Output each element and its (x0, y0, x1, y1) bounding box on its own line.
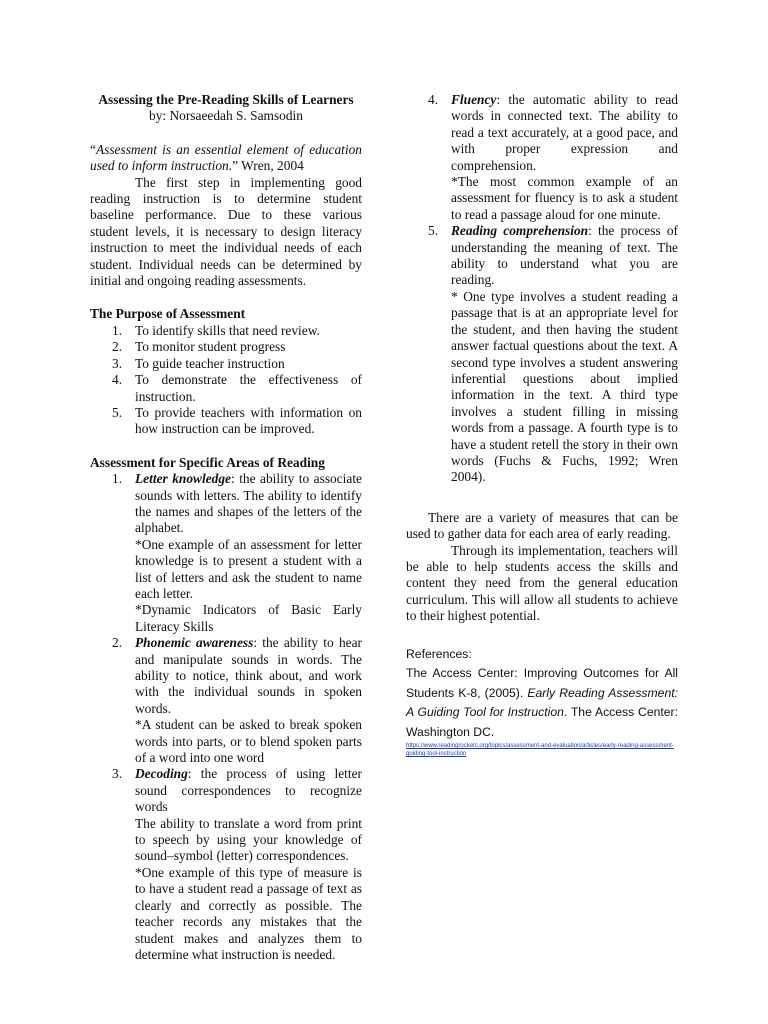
areas-heading: Assessment for Specific Areas of Reading (90, 454, 325, 470)
list-item: 5. To provide teachers with information on how instruction can be improved. (112, 404, 362, 437)
purpose-heading: The Purpose of Assessment (90, 306, 246, 322)
references-heading: References: (406, 646, 472, 661)
epigraph-quote: Assessment is an essential element of education used to inform instruction. (90, 141, 362, 174)
references (406, 645, 678, 743)
list-item: 2. To monitor student progress (112, 339, 286, 355)
purpose-list (90, 323, 362, 438)
areas-list-continued (406, 92, 678, 486)
areas-list (90, 471, 362, 963)
area-item-letter-knowledge: 1. Letter knowledge: the ability to associate sounds with letters. The ability to identify the names and shapes of the letters of the alphabet. *One example of an assessment for letter knowledge is to present a student with a list of letters and ask the student to name each letter. *Dynamic Indicators of Basic Early Literacy Skills (112, 471, 362, 634)
epigraph-source: Wren, 2004 (238, 158, 304, 174)
byline: by: Norsaeedah S. Samsodin (149, 108, 303, 124)
left-column (90, 92, 362, 963)
list-item: 1. To identify skills that need review. (112, 322, 320, 338)
right-column (406, 92, 678, 758)
area-item-decoding: 3. Decoding: the process of using letter sound correspondences to recognize words The ability to translate a word from print to speech by using your knowledge of sound–symbol (letter) correspondences. *One example of this type of measure is to have a student read a passage of text as clearly and correctly as possible. The teacher records any mistakes that the student makes and analyzes them to determine what instruction is needed. (112, 766, 362, 962)
list-item: 4. To demonstrate the effectiveness of instruction. (112, 372, 362, 404)
intro-paragraph: The first step in implementing good reading instruction is to determine student baseline performance. Due to these various student levels, it is necessary to design literacy instruction to meet the individual needs of each student. Individual needs can be determined by initial and ongoing reading assessments. (90, 174, 362, 289)
area-item-reading-comprehension: 5. Reading comprehension: the process of understanding the meaning of text. The ability to understand what you are reading. * One type involves a student reading a passage that is at an appropriate level for the student, and then having the student answer factual questions about the text. A second type involves a student answering inferential questions about implied information in the text. A third type involves a student filling in missing words from a passage. A fourth type is to have a student retell the story in their own words (Fuchs & Fuchs, 1992; Wren 2004). (428, 223, 678, 485)
area-item-fluency: 4. Fluency: the automatic ability to read words in connected text. The ability to read a text accurately, at a good pace, and with proper expression and comprehension. *The most common example of an assessment for fluency is to ask a student to read a passage aloud for one minute. (428, 92, 678, 222)
reference-entry: The Access Center: Improving Outcomes for All Students K-8, (2005). Early Reading Assessment: A Guiding Tool for Instruction. The Access Center: Washington DC. (406, 666, 679, 739)
epigraph: “Assessment is an essential element of education used to inform instruction.” Wren, 2004 (90, 141, 362, 174)
list-item: 3. To guide teacher instruction (112, 355, 285, 371)
closing-paragraph-2: Through its implementation, teachers will be able to help students access the skills and content they need from the general education curriculum. This will allow all students to achieve to their highest potential. (406, 542, 678, 624)
closing-paragraph-1: There are a variety of measures that can be used to gather data for each area of early reading. (406, 509, 678, 542)
reference-link[interactable]: https://www.readingrockets.org/topics/assessment-and-evaluation/articles/early-reading-assessment-guiding-tool-instruction (406, 743, 674, 758)
area-item-phonemic-awareness: 2. Phonemic awareness: the ability to hear and manipulate sounds in words. The ability to notice, think about, and work with the individual sounds in spoken words. *A student can be asked to break spoken words into parts, or to blend spoken parts of a word into one word (112, 635, 362, 766)
article-title: Assessing the Pre-Reading Skills of Learners (98, 92, 354, 107)
